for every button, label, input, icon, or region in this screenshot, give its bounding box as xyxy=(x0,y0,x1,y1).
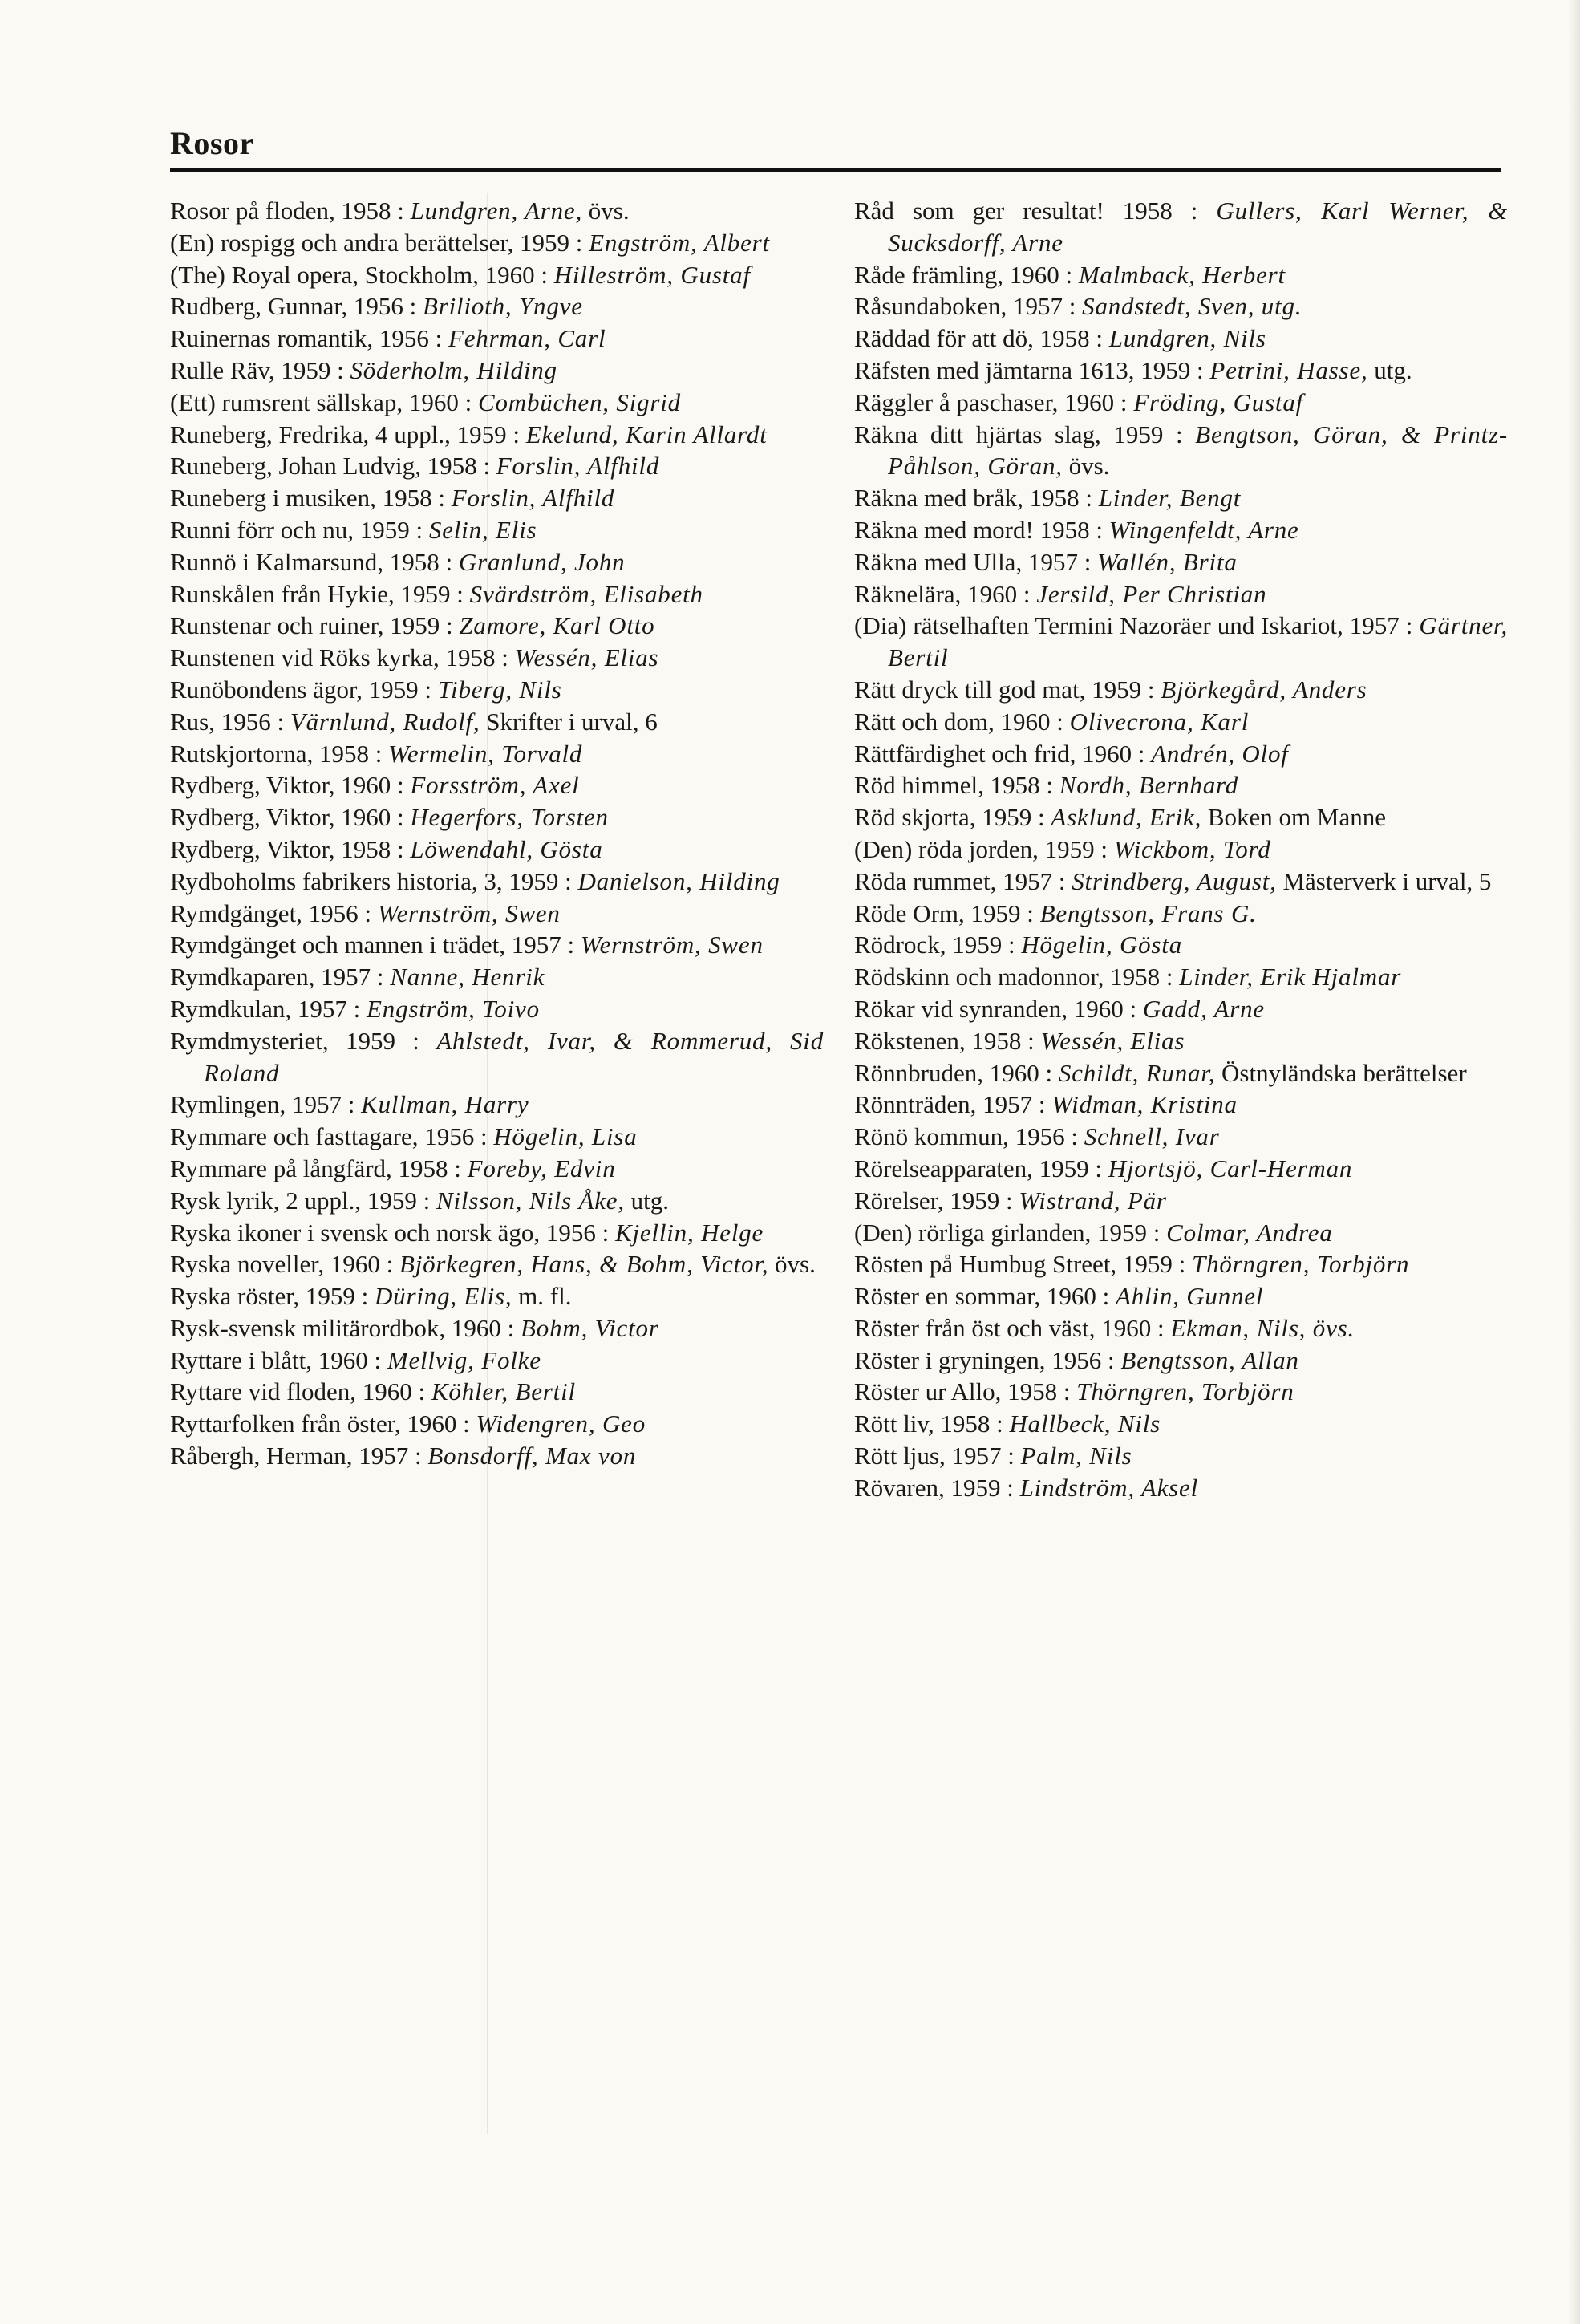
entry-title: Ryttare i blått, 1960 : xyxy=(170,1345,382,1374)
entry-author: Engström, Toivo xyxy=(367,994,540,1023)
entry-title: Rörelseapparaten, 1959 : xyxy=(854,1154,1103,1182)
entry-title: Rymdmysteriet, 1959 : xyxy=(170,1026,419,1055)
index-entry xyxy=(170,1408,824,1440)
index-entry xyxy=(854,387,1508,419)
entry-title: Räggler å paschaser, 1960 : xyxy=(854,387,1128,416)
entry-title: Ryska noveller, 1960 : xyxy=(170,1250,394,1279)
entry-note: utg. xyxy=(1374,355,1412,384)
index-entry xyxy=(854,1153,1508,1185)
entry-author: Hilleström, Gustaf xyxy=(553,260,751,289)
index-entry xyxy=(854,1025,1508,1057)
entry-author: Fehrman, Carl xyxy=(448,324,606,353)
page-header: Rosor xyxy=(170,125,254,161)
entry-title: Råbergh, Herman, 1957 : xyxy=(170,1442,422,1470)
entry-author: Tiberg, Nils xyxy=(437,675,562,704)
entry-title: Röd skjorta, 1959 : xyxy=(854,803,1045,832)
index-entry xyxy=(170,290,824,322)
entry-author: Björkegren, Hans, & Bohm, Victor, xyxy=(399,1250,769,1279)
entry-title: Runeberg, Johan Ludvig, 1958 : xyxy=(170,452,490,481)
entry-author: Björkegård, Anders xyxy=(1161,675,1367,704)
entry-author: Mellvig, Folke xyxy=(387,1345,541,1374)
entry-author: Högelin, Lisa xyxy=(493,1122,638,1151)
index-entry xyxy=(170,866,824,898)
entry-author: Nilsson, Nils Åke, xyxy=(436,1186,625,1215)
entry-title: Rymdkulan, 1957 : xyxy=(170,994,361,1023)
entry-author: Bonsdorff, Max von xyxy=(427,1442,637,1470)
entry-author: Wernström, Swen xyxy=(580,931,764,959)
index-entry xyxy=(170,1280,824,1312)
entry-author: Högelin, Gösta xyxy=(1021,931,1183,959)
entry-title: Ryttare vid floden, 1960 : xyxy=(170,1377,426,1406)
index-entry xyxy=(854,290,1508,322)
entry-author: Thörngren, Torbjörn xyxy=(1192,1250,1410,1279)
entry-title: (Ett) rumsrent sällskap, 1960 : xyxy=(170,387,472,416)
index-entry xyxy=(170,610,824,642)
entry-title: Runstenen vid Röks kyrka, 1958 : xyxy=(170,643,508,672)
index-entry xyxy=(854,546,1508,578)
entry-title: Råde främling, 1960 : xyxy=(854,260,1073,289)
entry-author: Asklund, Erik, xyxy=(1051,803,1202,832)
index-entry xyxy=(854,514,1508,546)
entry-title: Runöbondens ägor, 1959 : xyxy=(170,675,431,704)
index-entry xyxy=(854,1345,1508,1377)
index-entry xyxy=(854,419,1508,483)
entry-title: Rydboholms fabrikers historia, 3, 1959 : xyxy=(170,866,572,895)
entry-title: (En) rospigg och andra berättelser, 1959 : xyxy=(170,228,583,257)
index-entry xyxy=(854,1057,1508,1089)
index-entry xyxy=(854,706,1508,738)
entry-title: Röster ur Allo, 1958 : xyxy=(854,1377,1071,1406)
entry-author: Wernström, Swen xyxy=(377,898,561,927)
index-entry xyxy=(170,450,824,482)
index-entry xyxy=(170,769,824,801)
entry-title: Rätt dryck till god mat, 1959 : xyxy=(854,675,1155,704)
entry-title: Rydberg, Viktor, 1960 : xyxy=(170,803,404,832)
entry-title: Räfsten med jämtarna 1613, 1959 : xyxy=(854,355,1204,384)
index-entry xyxy=(854,482,1508,514)
entry-title: Rydberg, Viktor, 1958 : xyxy=(170,834,404,863)
entry-title: (Den) röda jorden, 1959 : xyxy=(854,834,1108,863)
entry-note: Skrifter i urval, 6 xyxy=(486,707,658,736)
entry-title: Ryttarfolken från öster, 1960 : xyxy=(170,1409,470,1438)
entry-author: Andrén, Olof xyxy=(1151,739,1289,768)
index-entry xyxy=(170,1185,824,1217)
index-entry xyxy=(854,866,1508,898)
entry-author: Söderholm, Hilding xyxy=(350,355,557,384)
entry-title: Rymdgänget, 1956 : xyxy=(170,898,372,927)
page-edge-shadow xyxy=(1569,0,1580,2324)
right-column xyxy=(854,195,1508,1504)
index-entry xyxy=(170,355,824,387)
entry-title: (Den) rörliga girlanden, 1959 : xyxy=(854,1218,1161,1247)
entry-title: Räknelära, 1960 : xyxy=(854,579,1031,608)
index-entry xyxy=(170,1345,824,1377)
entry-author: Fröding, Gustaf xyxy=(1133,387,1304,416)
entry-author: Ekman, Nils, övs. xyxy=(1170,1313,1355,1342)
entry-title: Rövaren, 1959 : xyxy=(854,1473,1014,1502)
index-entry xyxy=(854,1312,1508,1345)
entry-author: Forslin, Alfhild xyxy=(496,452,660,481)
entry-title: Rökstenen, 1958 : xyxy=(854,1026,1035,1055)
entry-note: övs. xyxy=(775,1250,816,1279)
index-entry xyxy=(170,419,824,451)
index-entry xyxy=(170,322,824,355)
entry-title: Rött ljus, 1957 : xyxy=(854,1442,1015,1470)
entry-title: (The) Royal opera, Stockholm, 1960 : xyxy=(170,260,548,289)
entry-title: Rudberg, Gunnar, 1956 : xyxy=(170,292,417,321)
entry-title: Ruinernas romantik, 1956 : xyxy=(170,324,443,353)
entry-note: övs. xyxy=(1068,452,1110,481)
entry-author: Combüchen, Sigrid xyxy=(478,387,681,416)
index-entry xyxy=(170,1312,824,1345)
entry-note: Östnyländska berättelser xyxy=(1221,1058,1467,1087)
entry-title: Räkna med Ulla, 1957 : xyxy=(854,547,1092,576)
index-entry xyxy=(854,355,1508,387)
entry-author: Widman, Kristina xyxy=(1051,1090,1238,1119)
entry-title: Rösten på Humbug Street, 1959 : xyxy=(854,1250,1186,1279)
entry-title: Rymmare på långfärd, 1958 : xyxy=(170,1154,461,1182)
entry-author: Gullers, Karl Werner, & Sucksdorff, Arne xyxy=(888,197,1508,257)
index-entry xyxy=(854,195,1508,259)
index-entry xyxy=(170,514,824,546)
index-entry xyxy=(170,642,824,674)
index-entry xyxy=(170,482,824,514)
entry-title: Ryska röster, 1959 : xyxy=(170,1282,369,1311)
entry-author: Wessén, Elias xyxy=(514,643,659,672)
entry-title: Rydberg, Viktor, 1960 : xyxy=(170,771,404,800)
entry-title: Rönnbruden, 1960 : xyxy=(854,1058,1053,1087)
index-entry xyxy=(170,993,824,1025)
index-entry xyxy=(854,610,1508,674)
entry-note: m. fl. xyxy=(518,1282,572,1311)
entry-title: Rysk lyrik, 2 uppl., 1959 : xyxy=(170,1186,431,1215)
entry-title: Rörelser, 1959 : xyxy=(854,1186,1013,1215)
entry-author: Linder, Erik Hjalmar xyxy=(1179,963,1402,992)
entry-author: Wallén, Brita xyxy=(1097,547,1238,576)
index-entry xyxy=(854,674,1508,706)
entry-note: övs. xyxy=(588,197,630,225)
entry-author: Linder, Bengt xyxy=(1098,484,1242,513)
entry-title: Rymmare och fasttagare, 1956 : xyxy=(170,1122,488,1151)
index-entry xyxy=(854,769,1508,801)
index-entry xyxy=(170,961,824,993)
entry-title: Rönö kommun, 1956 : xyxy=(854,1122,1079,1151)
entry-author: Bohm, Victor xyxy=(521,1313,659,1342)
entry-author: Malmback, Herbert xyxy=(1078,260,1286,289)
index-entry xyxy=(854,1472,1508,1504)
entry-title: Rosor på floden, 1958 : xyxy=(170,197,404,225)
entry-author: Svärdström, Elisabeth xyxy=(469,579,703,608)
index-entry xyxy=(170,1248,824,1280)
index-entry xyxy=(854,1185,1508,1217)
entry-author: Lundgren, Arne, xyxy=(410,197,583,225)
entry-author: Granlund, John xyxy=(458,547,626,576)
index-entry xyxy=(170,1376,824,1408)
entry-author: Bengtsson, Allan xyxy=(1120,1345,1299,1374)
index-entry xyxy=(854,1089,1508,1121)
entry-title: Runnö i Kalmarsund, 1958 : xyxy=(170,547,453,576)
entry-title: Runeberg, Fredrika, 4 uppl., 1959 : xyxy=(170,420,520,448)
entry-author: Kjellin, Helge xyxy=(614,1218,764,1247)
index-entry xyxy=(170,1153,824,1185)
entry-author: Forslin, Alfhild xyxy=(451,484,615,513)
index-entry xyxy=(170,674,824,706)
entry-title: Röster en sommar, 1960 : xyxy=(854,1282,1110,1311)
entry-title: Rött liv, 1958 : xyxy=(854,1409,1003,1438)
entry-title: Råd som ger resultat! 1958 : xyxy=(854,197,1198,225)
entry-title: Runstenar och ruiner, 1959 : xyxy=(170,611,453,640)
entry-note: Boken om Manne xyxy=(1207,803,1387,832)
entry-author: Forsström, Axel xyxy=(410,771,580,800)
entry-author: Wingenfeldt, Arne xyxy=(1108,515,1299,544)
index-entry xyxy=(170,578,824,610)
entry-title: Räkna ditt hjärtas slag, 1959 : xyxy=(854,420,1183,448)
index-entry xyxy=(170,387,824,419)
entry-author: Köhler, Bertil xyxy=(431,1377,576,1406)
index-entry xyxy=(854,259,1508,291)
index-entry xyxy=(170,1217,824,1249)
entry-author: Bengtsson, Frans G. xyxy=(1039,898,1257,927)
entry-author: Löwendahl, Gösta xyxy=(410,834,603,863)
index-entry xyxy=(854,738,1508,770)
index-entry xyxy=(854,833,1508,866)
entry-title: Rätt och dom, 1960 : xyxy=(854,707,1063,736)
entry-author: Danielson, Hilding xyxy=(577,866,780,895)
entry-title: Rus, 1956 : xyxy=(170,707,285,736)
entry-author: Jersild, Per Christian xyxy=(1036,579,1267,608)
index-entry xyxy=(854,898,1508,930)
index-entry xyxy=(170,227,824,259)
entry-title: Rymlingen, 1957 : xyxy=(170,1090,355,1119)
entry-author: Brilioth, Yngve xyxy=(423,292,583,321)
entry-title: Ryska ikoner i svensk och norsk ägo, 1956 : xyxy=(170,1218,610,1247)
entry-title: Röster från öst och väst, 1960 : xyxy=(854,1313,1165,1342)
index-entry xyxy=(170,1440,824,1472)
entry-author: Palm, Nils xyxy=(1020,1442,1132,1470)
index-entry xyxy=(170,195,824,227)
index-entry xyxy=(170,738,824,770)
index-entry xyxy=(170,898,824,930)
entry-title: Runni förr och nu, 1959 : xyxy=(170,515,423,544)
entry-author: Schnell, Ivar xyxy=(1084,1122,1220,1151)
left-column xyxy=(170,195,824,1472)
entry-author: Olivecrona, Karl xyxy=(1069,707,1250,736)
entry-title: Röda rummet, 1957 : xyxy=(854,866,1066,895)
entry-title: Röd himmel, 1958 : xyxy=(854,771,1053,800)
index-entry xyxy=(854,1248,1508,1280)
index-entry xyxy=(854,1217,1508,1249)
entry-title: Rönnträden, 1957 : xyxy=(854,1090,1046,1119)
index-entry xyxy=(854,1376,1508,1408)
entry-note: Mästerverk i urval, 5 xyxy=(1282,866,1492,895)
entry-author: Hjortsjö, Carl-Herman xyxy=(1108,1154,1353,1182)
entry-author: Engström, Albert xyxy=(589,228,770,257)
entry-author: Thörngren, Torbjörn xyxy=(1076,1377,1294,1406)
index-entry xyxy=(170,929,824,961)
index-entry xyxy=(854,1408,1508,1440)
entry-title: (Dia) rätselhaften Termini Nazoräer und Iskariot, 1957 : xyxy=(854,611,1413,640)
index-entry xyxy=(854,801,1508,833)
entry-author: Lindström, Aksel xyxy=(1019,1473,1198,1502)
index-entry xyxy=(170,259,824,291)
entry-author: Nordh, Bernhard xyxy=(1059,771,1239,800)
entry-author: Värnlund, Rudolf, xyxy=(290,707,480,736)
entry-title: Runskålen från Hykie, 1959 : xyxy=(170,579,464,608)
entry-title: Rökar vid synranden, 1960 : xyxy=(854,994,1137,1023)
entry-author: Bengtson, Göran, & Printz-Påhlson, Göran, xyxy=(888,420,1509,481)
index-entry xyxy=(854,1121,1508,1153)
entry-author: Wermelin, Torvald xyxy=(388,739,583,768)
entry-title: Röster i gryningen, 1956 : xyxy=(854,1345,1115,1374)
entry-author: Schildt, Runar, xyxy=(1058,1058,1216,1087)
index-entry xyxy=(854,993,1508,1025)
entry-author: Ahlin, Gunnel xyxy=(1115,1282,1264,1311)
index-entry xyxy=(854,322,1508,355)
entry-title: Räddad för att dö, 1958 : xyxy=(854,324,1103,353)
entry-note: utg. xyxy=(630,1186,670,1215)
index-entry xyxy=(170,546,824,578)
entry-title: Rödskinn och madonnor, 1958 : xyxy=(854,963,1173,992)
entry-author: Hallbeck, Nils xyxy=(1009,1409,1161,1438)
entry-title: Röde Orm, 1959 : xyxy=(854,898,1034,927)
entry-author: Ekelund, Karin Allardt xyxy=(525,420,768,448)
index-entry xyxy=(170,1089,824,1121)
entry-author: Gadd, Arne xyxy=(1142,994,1265,1023)
entry-title: Rättfärdighet och frid, 1960 : xyxy=(854,739,1145,768)
entry-title: Runeberg i musiken, 1958 : xyxy=(170,484,445,513)
entry-title: Rysk-svensk militärordbok, 1960 : xyxy=(170,1313,515,1342)
entry-author: Selin, Elis xyxy=(428,515,537,544)
entry-author: Wickbom, Tord xyxy=(1113,834,1271,863)
entry-title: Räkna med bråk, 1958 : xyxy=(854,484,1093,513)
entry-author: Hegerfors, Torsten xyxy=(410,803,609,832)
entry-author: Gärtner, Bertil xyxy=(888,611,1508,672)
entry-author: Wistrand, Pär xyxy=(1019,1186,1167,1215)
index-entry xyxy=(854,929,1508,961)
index-entry xyxy=(854,961,1508,993)
entry-author: Nanne, Henrik xyxy=(390,963,545,992)
entry-title: Rymdgänget och mannen i trädet, 1957 : xyxy=(170,931,575,959)
entry-author: Kullman, Harry xyxy=(361,1090,529,1119)
entry-author: Widengren, Geo xyxy=(476,1409,646,1438)
entry-author: Foreby, Edvin xyxy=(467,1154,616,1182)
index-entry xyxy=(170,1121,824,1153)
entry-author: Colmar, Andrea xyxy=(1166,1218,1333,1247)
index-entry xyxy=(854,1440,1508,1472)
entry-title: Rymdkaparen, 1957 : xyxy=(170,963,384,992)
entry-title: Räkna med mord! 1958 : xyxy=(854,515,1103,544)
entry-title: Rutskjortorna, 1958 : xyxy=(170,739,383,768)
entry-author: Lundgren, Nils xyxy=(1108,324,1266,353)
entry-author: Sandstedt, Sven, utg. xyxy=(1082,292,1302,321)
entry-title: Rulle Räv, 1959 : xyxy=(170,355,344,384)
index-entry xyxy=(170,1025,824,1089)
entry-author: Düring, Elis, xyxy=(374,1282,512,1311)
index-entry xyxy=(170,801,824,833)
entry-author: Petrini, Hasse, xyxy=(1209,355,1368,384)
index-entry xyxy=(170,833,824,866)
index-entry xyxy=(854,1280,1508,1312)
index-entry xyxy=(170,706,824,738)
entry-title: Rödrock, 1959 : xyxy=(854,931,1015,959)
entry-title: Råsundaboken, 1957 : xyxy=(854,292,1076,321)
entry-author: Zamore, Karl Otto xyxy=(459,611,655,640)
entry-author: Strindberg, August, xyxy=(1072,866,1277,895)
index-entry xyxy=(854,578,1508,610)
header-rule xyxy=(170,168,1501,172)
entry-author: Wessén, Elias xyxy=(1040,1026,1185,1055)
entry-author: Ahlstedt, Ivar, & Rommerud, Sid Roland xyxy=(204,1026,824,1087)
